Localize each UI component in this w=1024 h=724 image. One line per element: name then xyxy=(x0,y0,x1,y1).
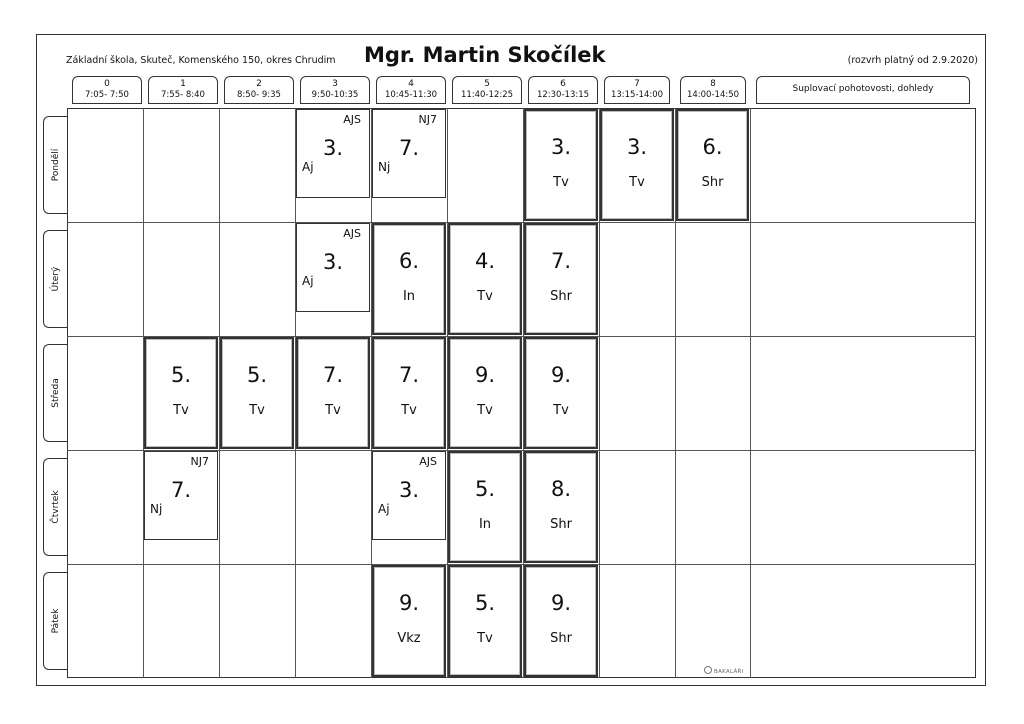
lesson-cell[interactable]: 7. Tv xyxy=(372,337,446,449)
lesson-cell[interactable]: 8. Shr xyxy=(524,451,598,563)
lesson-cell[interactable]: AJS 3. Aj xyxy=(296,109,370,198)
lesson-cell[interactable]: 3. Tv xyxy=(600,109,674,221)
lesson-cell[interactable]: 5. Tv xyxy=(144,337,218,449)
lesson-cell[interactable]: 9. Tv xyxy=(448,337,522,449)
lesson-cell[interactable]: 5. Tv xyxy=(448,565,522,677)
teacher-name: Mgr. Martin Skočílek xyxy=(364,43,606,67)
day-label-monday: Pondělí xyxy=(43,116,67,214)
lesson-cell[interactable]: 7. Tv xyxy=(296,337,370,449)
lesson-cell[interactable]: 9. Vkz xyxy=(372,565,446,677)
lesson-cell[interactable]: NJ7 7. Nj xyxy=(372,109,446,198)
bakalari-brand xyxy=(704,666,744,675)
school-name: Základní škola, Skuteč, Komenského 150, okres Chrudim xyxy=(66,55,336,66)
lesson-cell[interactable]: AJS 3. Aj xyxy=(296,223,370,312)
lesson-cell[interactable]: 9. Tv xyxy=(524,337,598,449)
period-header-3: 3 9:50-10:35 xyxy=(300,76,370,104)
period-header-2: 2 8:50- 9:35 xyxy=(224,76,294,104)
lesson-cell[interactable]: 5. In xyxy=(448,451,522,563)
lesson-cell[interactable]: 7. Shr xyxy=(524,223,598,335)
day-label-tuesday: Úterý xyxy=(43,230,67,328)
day-label-wednesday: Středa xyxy=(43,344,67,442)
period-header-7: 7 13:15-14:00 xyxy=(604,76,670,104)
lesson-cell[interactable]: 5. Tv xyxy=(220,337,294,449)
lesson-cell[interactable]: 4. Tv xyxy=(448,223,522,335)
bakalari-logo-icon xyxy=(704,666,712,674)
extra-column-header: Suplovací pohotovosti, dohledy xyxy=(756,76,970,104)
lesson-cell[interactable]: AJS 3. Aj xyxy=(372,451,446,540)
lesson-cell[interactable]: 6. In xyxy=(372,223,446,335)
day-label-friday: Pátek xyxy=(43,572,67,670)
period-header-0: 0 7:05- 7:50 xyxy=(72,76,142,104)
period-header-8: 8 14:00-14:50 xyxy=(680,76,746,104)
period-header-5: 5 11:40-12:25 xyxy=(452,76,522,104)
period-header-4: 4 10:45-11:30 xyxy=(376,76,446,104)
validity-note: (rozvrh platný od 2.9.2020) xyxy=(847,55,978,66)
period-header-1: 1 7:55- 8:40 xyxy=(148,76,218,104)
grid-line xyxy=(750,108,751,678)
period-header-6: 6 12:30-13:15 xyxy=(528,76,598,104)
day-label-thursday: Čtvrtek xyxy=(43,458,67,556)
brand-label: BAKALÁŘI xyxy=(714,669,744,675)
lesson-cell[interactable]: NJ7 7. Nj xyxy=(144,451,218,540)
lesson-cell[interactable]: 6. Shr xyxy=(676,109,749,221)
lesson-cell[interactable]: 9. Shr xyxy=(524,565,598,677)
lesson-cell[interactable]: 3. Tv xyxy=(524,109,598,221)
